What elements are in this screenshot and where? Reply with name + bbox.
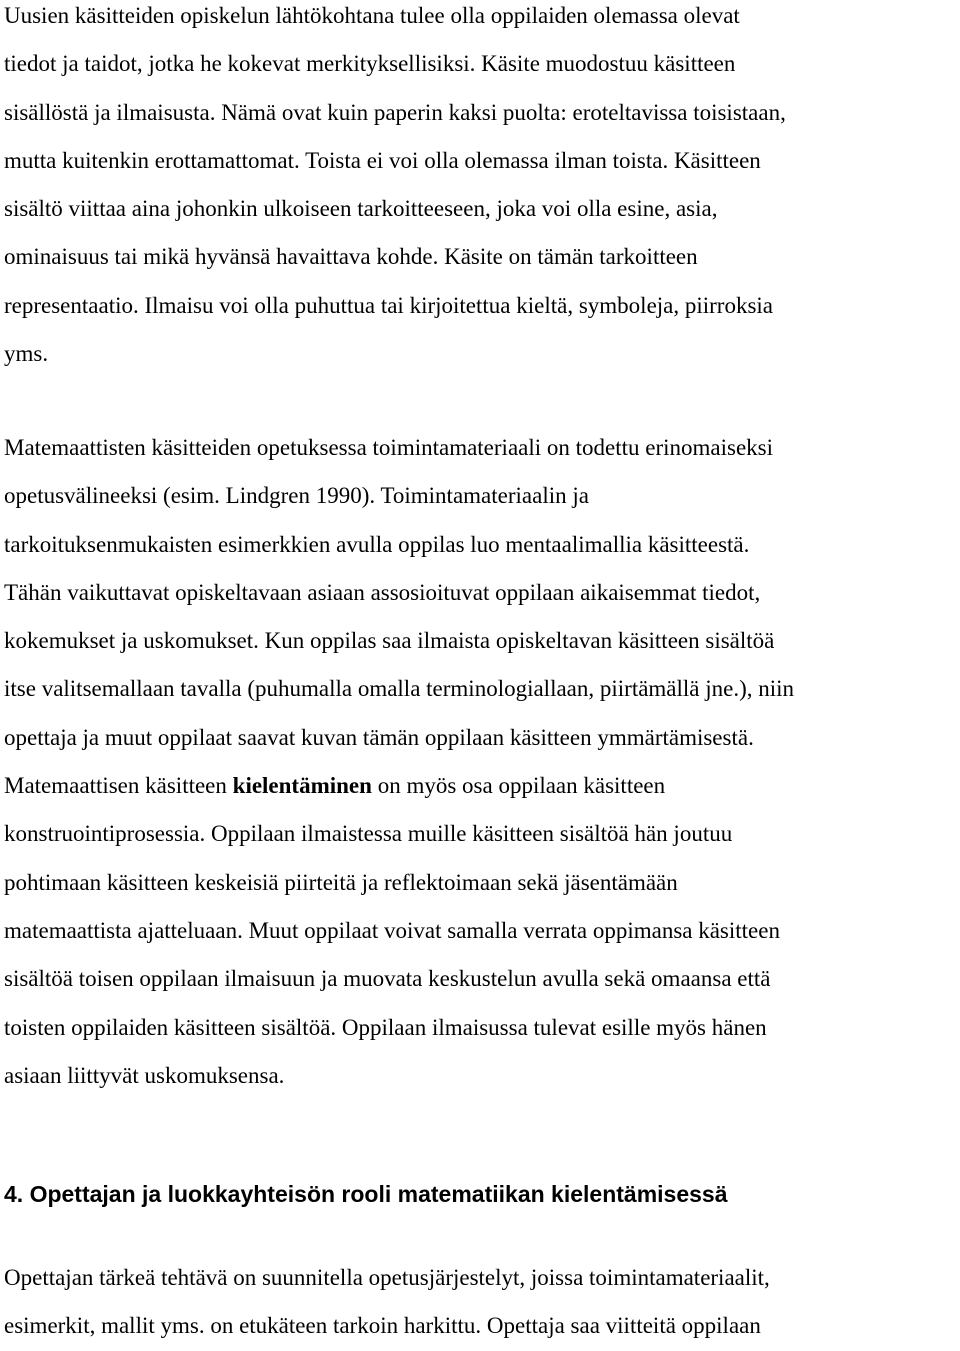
text-line: tarkoituksenmukaisten esimerkkien avulla oppilas luo mentaalimallia käsitteestä. (4, 531, 750, 557)
text-line-with-bold-term (4, 762, 954, 810)
text-line: asiaan liittyvät uskomuksensa. (4, 1062, 285, 1088)
paragraph-teacher-role (4, 1254, 954, 1351)
text-line: Uusien käsitteiden opiskelun lähtökohtana tulee olla oppilaiden olemassa olevat (4, 3, 740, 28)
text-line: sisällöstä ja ilmaisusta. Nämä ovat kuin paperin kaksi puolta: eroteltavissa toisistaan, (4, 99, 786, 125)
text-line: opetusvälineeksi (esim. Lindgren 1990). Toimintamateriaalin ja (4, 483, 589, 509)
text-line: sisältö viittaa aina johonkin ulkoiseen tarkoitteeseen, joka voi olla esine, asia, (4, 196, 718, 222)
text-line: Matemaattisten käsitteiden opetuksessa toimintamateriaali on todettu erinomaiseksi (4, 435, 774, 460)
text-line: kokemukset ja uskomukset. Kun oppilas saa ilmaista opiskeltavan käsitteen sisältöä (4, 628, 775, 654)
text-fragment: on myös osa oppilaan käsitteen (371, 773, 666, 799)
text-line: sisältöä toisen oppilaan ilmaisuun ja muovata keskustelun avulla sekä omaansa että (4, 966, 771, 992)
text-line: opettaja ja muut oppilaat saavat kuvan tämän oppilaan käsitteen ymmärtämisestä. (4, 724, 754, 750)
text-line: Tähän vaikuttavat opiskeltavaan asiaan assosioituvat oppilaan aikaisemmat tiedot, (4, 579, 761, 605)
text-line: konstruointiprosessia. Oppilaan ilmaistessa muille käsitteen sisältöä hän joutuu (4, 821, 733, 847)
text-line: tiedot ja taidot, jotka he kokevat merkityksellisiksi. Käsite muodostuu käsitteen (4, 51, 736, 77)
text-line: toisten oppilaiden käsitteen sisältöä. Oppilaan ilmaisussa tulevat esille myös hänen (4, 1014, 767, 1040)
text-fragment: Matemaattisen käsitteen (4, 773, 233, 799)
text-line: ominaisuus tai mikä hyvänsä havaittava kohde. Käsite on tämän tarkoitteen (4, 244, 698, 270)
paragraph-concept-learning (4, 0, 954, 378)
text-line: Opettajan tärkeä tehtävä on suunnitella opetusjärjestelyt, joissa toimintamateriaalit, (4, 1265, 770, 1290)
section-heading: 4. Opettajan ja luokkayhteisön rooli matematiikan kielentämisessä (4, 1181, 728, 1207)
text-line: mutta kuitenkin erottamattomat. Toista ei voi olla olemassa ilman toista. Käsitteen (4, 147, 761, 173)
text-line: matemaattista ajatteluaan. Muut oppilaat voivat samalla verrata oppimansa käsitteen (4, 917, 780, 943)
bold-term: kielentäminen (232, 773, 372, 799)
text-line: itse valitsemallaan tavalla (puhumalla omalla terminologiallaan, piirtämällä jne.), niin (4, 676, 795, 702)
paragraph-manipulatives (4, 424, 954, 1100)
text-line: pohtimaan käsitteen keskeisiä piirteitä ja reflektoimaan sekä jäsentämään (4, 869, 678, 895)
text-line: representaatio. Ilmaisu voi olla puhuttua tai kirjoitettua kieltä, symboleja, piirroksia (4, 292, 774, 318)
text-line: yms. (4, 341, 49, 367)
text-line: esimerkit, mallit yms. on etukäteen tarkoin harkittu. Opettaja saa viitteitä oppilaan (4, 1313, 761, 1339)
